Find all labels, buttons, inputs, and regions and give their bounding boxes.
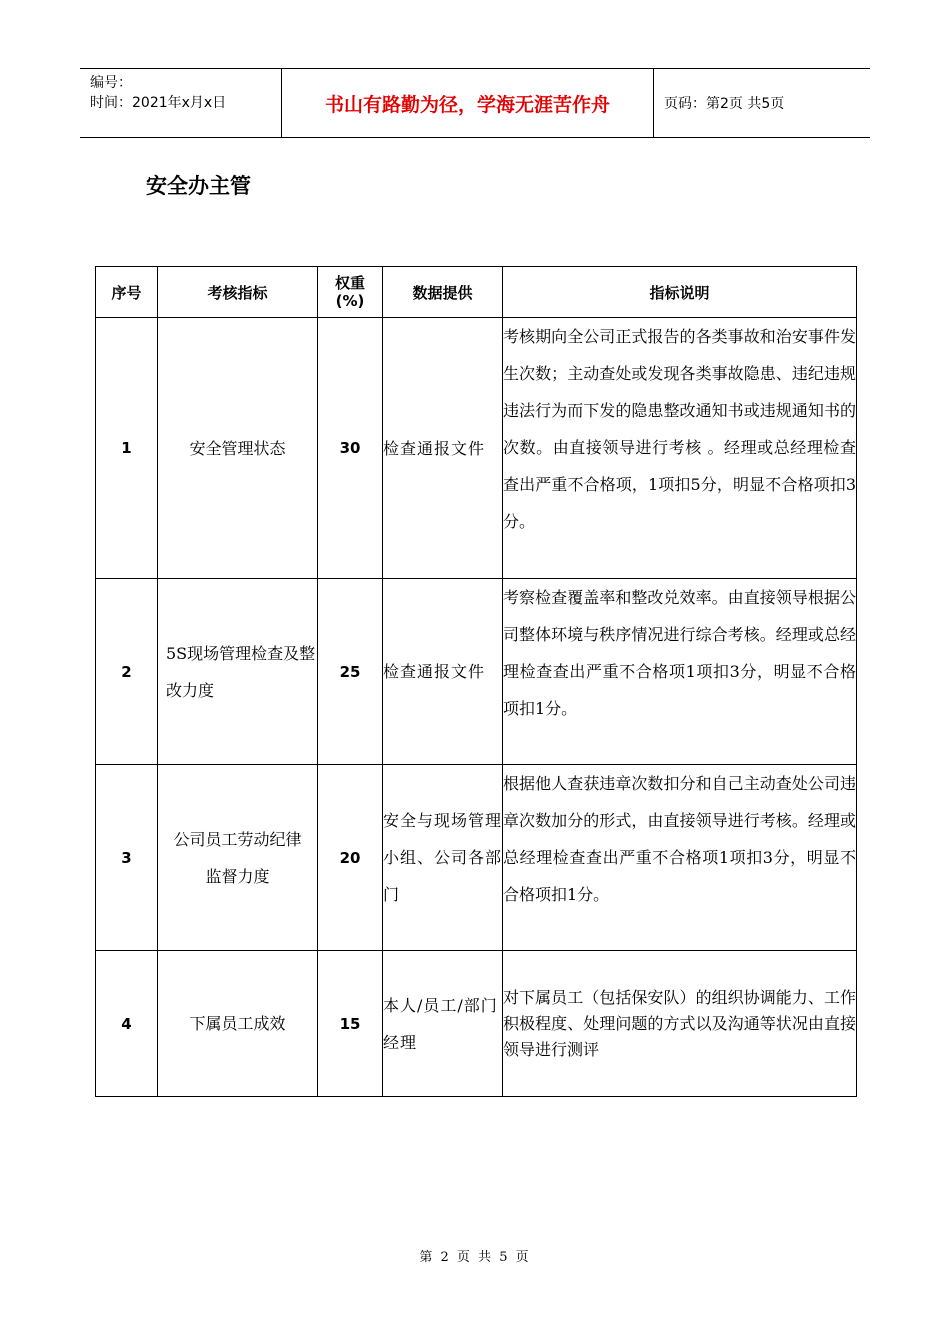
row-indicator: 安全管理状态 [158,318,318,579]
header-weight [318,267,383,318]
number-label: 编号： [90,75,132,91]
header-seq: 序号 [96,267,158,318]
row-seq: 2 [96,579,158,765]
row-weight: 30 [318,318,383,579]
row-source: 检查通报文件 [383,579,503,765]
row-source: 本人/员工/部门经理 [383,951,503,1097]
row-source: 安全与现场管理小组、公司各部门 [383,765,503,951]
row-seq: 1 [96,318,158,579]
table-row [96,579,857,765]
header-motto: 书山有路勤为径，学海无涯苦作舟 [282,69,654,137]
row-weight: 25 [318,579,383,765]
row-seq: 4 [96,951,158,1097]
table-header-row [96,267,857,318]
row-description: 考察检查覆盖率和整改兑效率。由直接领导根据公司整体环境与秩序情况进行综合考核。经理或总经理检查查出严重不合格项1项扣3分，明显不合格项扣1分。 [503,579,857,765]
row-description: 对下属员工（包括保安队）的组织协调能力、工作积极程度、处理问题的方式以及沟通等状况由直接领导进行测评 [503,951,857,1097]
page-footer: 第 2 页 共 5 页 [419,1250,531,1265]
header-description: 指标说明 [503,267,857,318]
row-weight: 20 [318,765,383,951]
header-weight-line2: (%) [335,292,365,310]
row-description: 根据他人查获违章次数扣分和自己主动查处公司违章次数加分的形式，由直接领导进行考核。经理或总经理检查查出严重不合格项1项扣3分，明显不合格项扣1分。 [503,765,857,951]
header-meta [80,69,282,137]
row-indicator: 公司员工劳动纪律监督力度 [158,765,318,951]
header-weight-line1: 权重 [334,274,365,292]
header-page-info: 页码：第2页 共5页 [664,96,785,112]
row-seq: 3 [96,765,158,951]
table-row [96,951,857,1097]
time-label: 时间：2021年x月x日 [90,95,227,111]
row-indicator: 下属员工成效 [158,951,318,1097]
row-indicator: 5S现场管理检查及整改力度 [158,579,318,765]
row-weight: 15 [318,951,383,1097]
page-header [80,68,870,138]
kpi-table [95,266,857,1097]
header-indicator: 考核指标 [158,267,318,318]
page-title: 安全办主管 [146,174,251,198]
row-source: 检查通报文件 [383,318,503,579]
row-description: 考核期向全公司正式报告的各类事故和治安事件发生次数；主动查处或发现各类事故隐患、违纪违规违法行为而下发的隐患整改通知书或违规通知书的次数。由直接领导进行考核 。经理或总经理检查查出严重不合格项，1项扣5分，明显不合格项扣3分。 [503,318,857,579]
table-row [96,318,857,579]
header-source: 数据提供 [383,267,503,318]
table-row [96,765,857,951]
